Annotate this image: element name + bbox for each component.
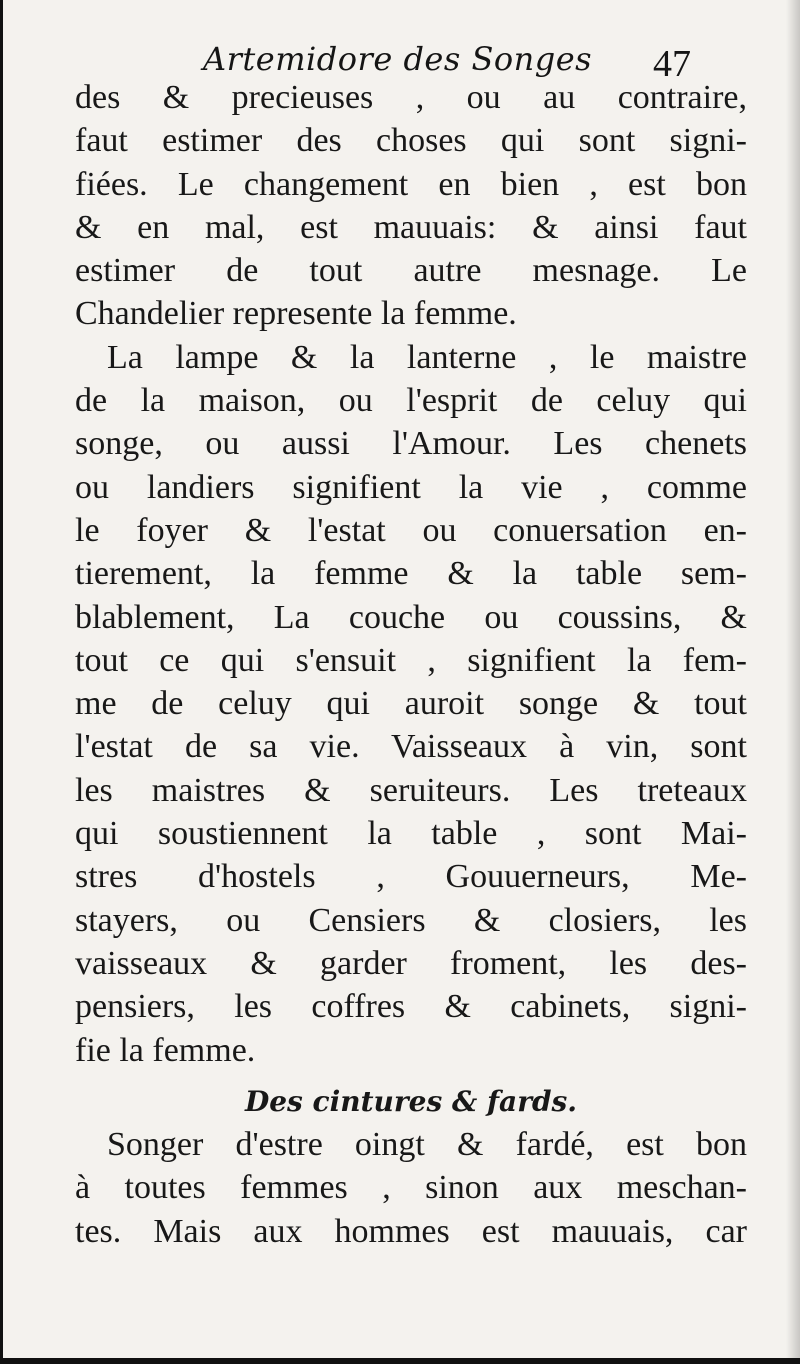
paragraph-first-line: Songer d'estre oingt & fardé, est bon [107, 1126, 747, 1164]
text-line: stayers, ou Censiers & closiers, les [75, 901, 747, 939]
text-line: de la maison, ou l'esprit de celuy qui [75, 382, 747, 420]
text-line: Chandelier represente la femme. [75, 295, 517, 333]
text-line: tes. Mais aux hommes est mauuais, car [75, 1212, 747, 1250]
text-line: fie la femme. [75, 1031, 256, 1069]
text-line: l'estat de sa vie. Vaisseaux à vin, sont [75, 728, 747, 766]
text-line: faut estimer des choses qui sont signi- [75, 122, 747, 160]
text-line: tierement, la femme & la table sem- [75, 555, 747, 593]
text-line: des & precieuses , ou au contraire, [75, 79, 747, 116]
text-line: blablement, La couche ou coussins, & [75, 598, 747, 636]
text-line: pensiers, les coffres & cabinets, signi- [75, 988, 747, 1026]
text-line: à toutes femmes , sinon aux meschan- [75, 1169, 747, 1207]
text-line: songe, ou aussi l'Amour. Les chenets [75, 425, 747, 463]
text-line: qui soustiennent la table , sont Mai- [75, 815, 747, 853]
page-number: 47 [653, 43, 691, 85]
text-line: & en mal, est mauuais: & ainsi faut [75, 208, 747, 246]
paragraph-first-line: La lampe & la lanterne , le maistre [107, 338, 747, 376]
text-line: le foyer & l'estat ou conuersation en- [75, 511, 747, 549]
text-line: fiées. Le changement en bien , est bon [75, 165, 747, 203]
text-line: vaisseaux & garder froment, les des- [75, 944, 747, 982]
text-line: les maistres & seruiteurs. Les treteaux [75, 771, 747, 809]
text-line: ou landiers signifient la vie , comme [75, 468, 747, 506]
text-line: stres d'hostels , Gouuerneurs, Me- [75, 858, 747, 896]
running-title: Artemidore des Songes [203, 40, 593, 78]
section-heading: Des cintures & fards. [244, 1084, 578, 1118]
text-line: estimer de tout autre mesnage. Le [75, 252, 747, 290]
text-line: me de celuy qui auroit songe & tout [75, 685, 747, 723]
body-text [75, 76, 747, 1253]
text-line: tout ce qui s'ensuit , signifient la fem- [75, 641, 747, 679]
page-edge-shadow [786, 0, 800, 1358]
